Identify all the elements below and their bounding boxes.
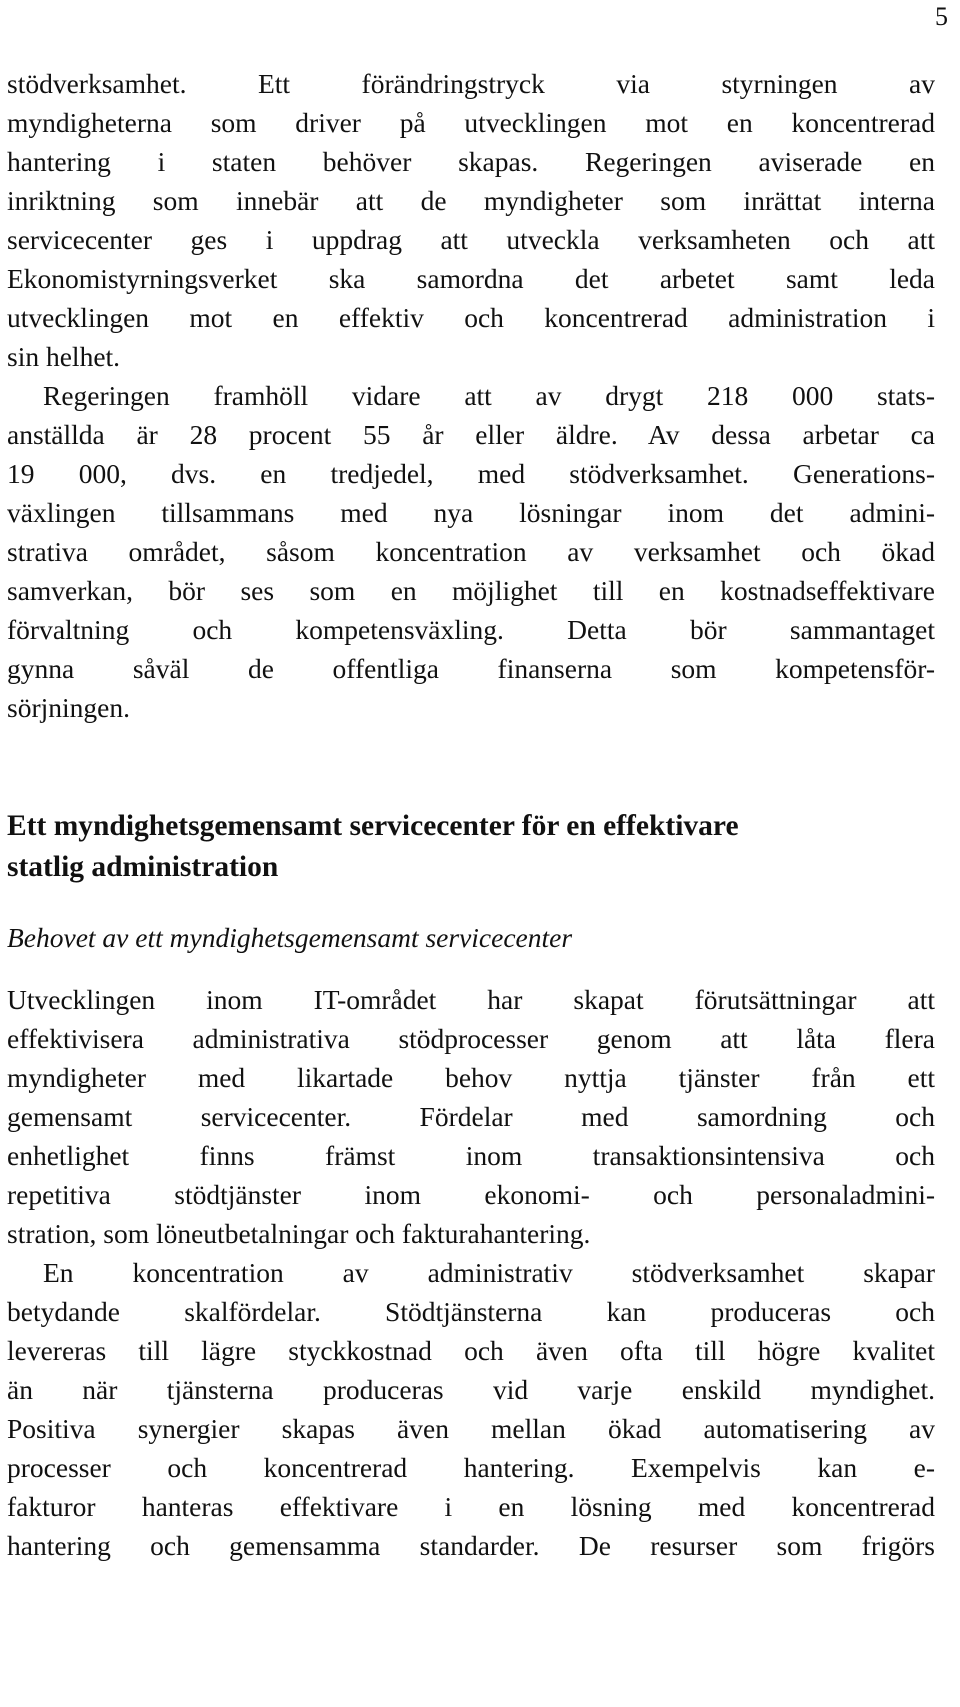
text-line: gemensamt servicecenter. Fördelar med samordning och [7, 1101, 935, 1132]
text-line: Ekonomistyrningsverket ska samordna det arbetet samt leda [7, 263, 935, 294]
paragraph [7, 1253, 935, 1565]
text-line: servicecenter ges i uppdrag att utveckla verksamheten och att [7, 224, 935, 255]
text-line: Regeringen framhöll vidare att av drygt 218 000 stats- [43, 380, 935, 411]
text-line: stödverksamhet. Ett förändringstryck via styrningen av [7, 68, 935, 99]
text-line: utvecklingen mot en effektiv och koncentrerad administration i [7, 302, 935, 333]
text-line: förvaltning och kompetensväxling. Detta bör sammantaget [7, 614, 935, 645]
text-line: hantering i staten behöver skapas. Regeringen aviserade en [7, 146, 935, 177]
text-line: fakturor hanteras effektivare i en lösning med koncentrerad [7, 1491, 935, 1522]
subheading-line: Behovet av ett myndighetsgemensamt servicecenter [7, 922, 573, 953]
text-line: växlingen tillsammans med nya lösningar inom det admini- [7, 497, 935, 528]
text-line: Utvecklingen inom IT-området har skapat förutsättningar att [7, 984, 935, 1015]
text-line: sin helhet. [7, 341, 121, 372]
text-line: betydande skalfördelar. Stödtjänsterna kan produceras och [7, 1296, 935, 1327]
subsection-heading [7, 918, 935, 957]
page-number: 5 [935, 2, 948, 31]
body-text-top [7, 64, 935, 727]
paragraph [7, 64, 935, 376]
section-heading [7, 806, 935, 888]
text-line: inriktning som innebär att de myndigheter som inrättat interna [7, 185, 935, 216]
text-line: gynna såväl de offentliga finanserna som kompetensför- [7, 653, 935, 684]
text-line: än när tjänsterna produceras vid varje enskild myndighet. [7, 1374, 935, 1405]
text-line: anställda är 28 procent 55 år eller äldre. Av dessa arbetar ca [7, 419, 935, 450]
text-line: myndigheterna som driver på utvecklingen mot en koncentrerad [7, 107, 935, 138]
text-line: 19 000, dvs. en tredjedel, med stödverksamhet. Generations- [7, 458, 935, 489]
text-line: repetitiva stödtjänster inom ekonomi- och personaladmini- [7, 1179, 935, 1210]
text-line: myndigheter med likartade behov nyttja tjänster från ett [7, 1062, 935, 1093]
paragraph [7, 980, 935, 1253]
text-line: hantering och gemensamma standarder. De resurser som frigörs [7, 1530, 935, 1561]
text-line: effektivisera administrativa stödprocesser genom att låta flera [7, 1023, 935, 1054]
text-line: stration, som löneutbetalningar och fakturahantering. [7, 1218, 591, 1249]
text-line: levereras till lägre styckkostnad och även ofta till högre kvalitet [7, 1335, 935, 1366]
text-line: samverkan, bör ses som en möjlighet till en kostnadseffektivare [7, 575, 935, 606]
text-line: Positiva synergier skapas även mellan ökad automatisering av [7, 1413, 935, 1444]
body-text-bottom [7, 980, 935, 1565]
text-line: strativa området, såsom koncentration av verksamhet och ökad [7, 536, 935, 567]
text-line: En koncentration av administrativ stödverksamhet skapar [43, 1257, 935, 1288]
heading-line: Ett myndighetsgemensamt servicecenter för en effektivare [7, 810, 739, 842]
text-line: processer och koncentrerad hantering. Exempelvis kan e- [7, 1452, 935, 1483]
text-line: sörjningen. [7, 692, 130, 723]
text-line: enhetlighet finns främst inom transaktionsintensiva och [7, 1140, 935, 1171]
paragraph [7, 376, 935, 727]
heading-line: statlig administration [7, 851, 279, 883]
